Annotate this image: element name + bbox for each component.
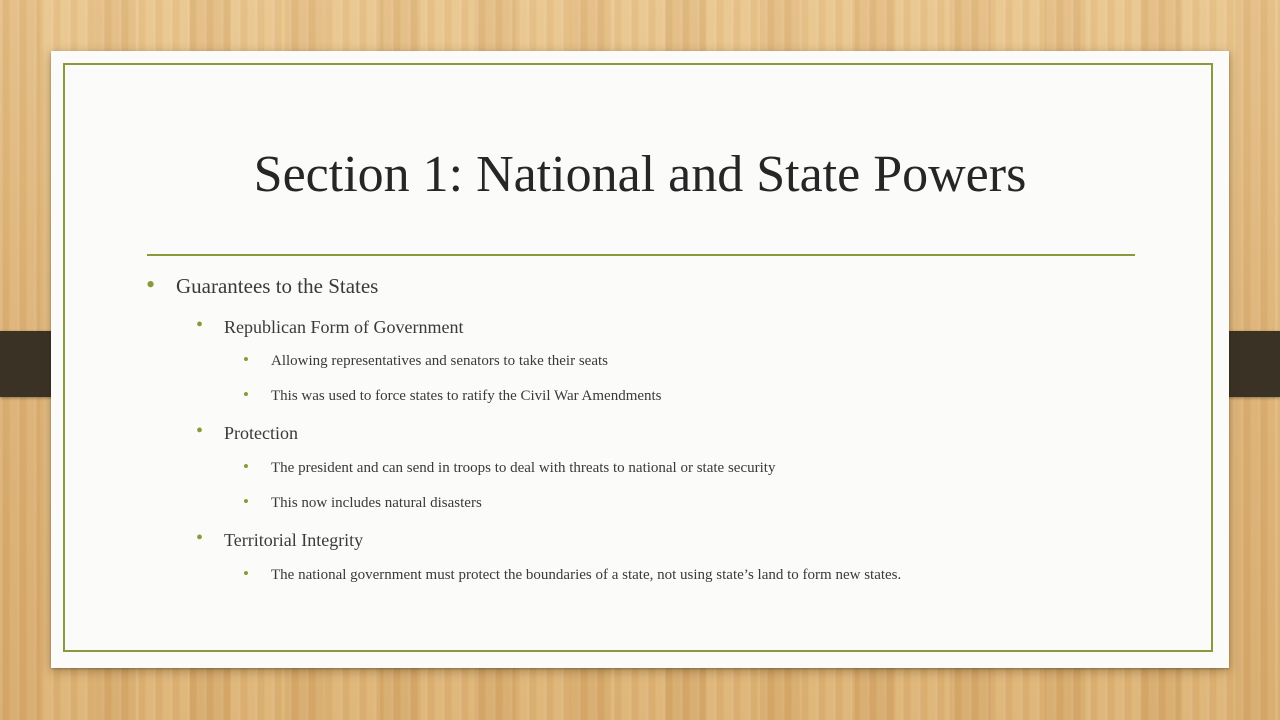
- bullet-icon: •: [196, 420, 204, 442]
- bullet-text: Protection: [224, 423, 298, 443]
- bullet-item-guarantees: [146, 270, 379, 299]
- bullet-icon: •: [243, 492, 249, 511]
- slide-paper: [51, 51, 1229, 668]
- bullet-icon: •: [196, 314, 204, 336]
- bullet-item-civil-war-amendments: [243, 385, 662, 405]
- bullet-item-state-boundaries: [243, 564, 902, 584]
- bullet-item-territorial-integrity: [196, 527, 364, 551]
- bullet-text: Allowing representatives and senators to take their seats: [271, 353, 608, 369]
- bullet-text: Republican Form of Government: [224, 317, 464, 337]
- slide-title: Section 1: National and State Powers: [253, 146, 1027, 203]
- bullet-icon: •: [196, 527, 204, 549]
- bullet-item-republican-form: [196, 314, 464, 338]
- bullet-item-allowing-representatives: [243, 350, 608, 370]
- bullet-icon: •: [243, 350, 249, 369]
- bullet-item-president-troops: [243, 457, 776, 477]
- bullet-text: The president and can send in troops to deal with threats to national or state security: [271, 460, 776, 476]
- bullet-icon: •: [243, 564, 249, 583]
- bullet-text: Territorial Integrity: [224, 530, 364, 550]
- bullet-text: Guarantees to the States: [176, 274, 379, 298]
- bullet-item-natural-disasters: [243, 492, 482, 512]
- bullet-icon: •: [146, 270, 156, 299]
- bullet-text: This now includes natural disasters: [271, 495, 482, 511]
- bullet-item-protection: [196, 420, 298, 444]
- bullet-text: The national government must protect the boundaries of a state, not using state’s land to form new states.: [271, 567, 902, 583]
- bullet-icon: •: [243, 457, 249, 476]
- title-divider: [147, 254, 1135, 256]
- bullet-icon: •: [243, 385, 249, 404]
- bullet-text: This was used to force states to ratify the Civil War Amendments: [271, 388, 662, 404]
